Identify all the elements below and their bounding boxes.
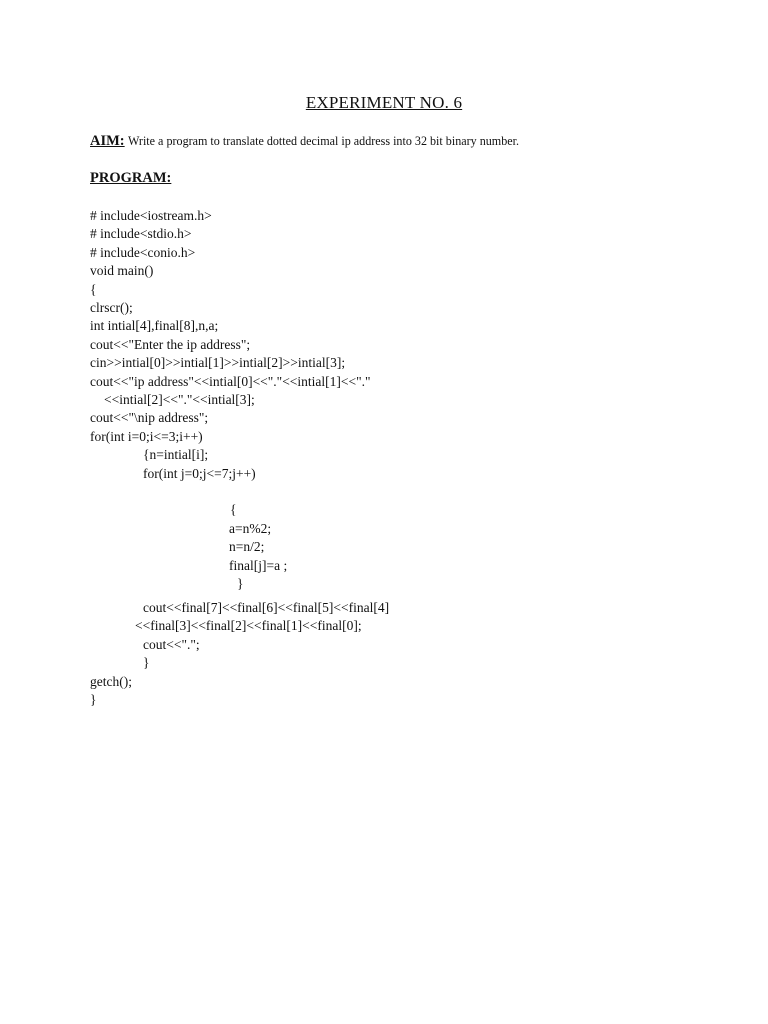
page-title: EXPERIMENT NO. 6 [305,93,463,112]
code-line: cout<<"Enter the ip address"; [90,336,251,352]
code-line: # include<stdio.h> [90,226,192,242]
code-line: { [90,281,97,297]
program-heading: PROGRAM: [90,170,172,186]
code-line: cout<<"\nip address"; [90,410,209,426]
code-line: <<intial[2]<<"."<<intial[3]; [104,392,255,407]
code-line: int intial[4],final[8],n,a; [90,318,219,334]
code-line: cout<<final[7]<<final[6]<<final[5]<<final[4] [143,600,390,615]
code-line: } [237,576,244,591]
code-line: n=n/2; [229,539,265,555]
code-line: {n=intial[i]; [143,447,209,463]
code-line: final[j]=a ; [229,557,288,573]
code-line: cin>>intial[0]>>intial[1]>>intial[2]>>intial[3]; [90,355,346,371]
code-line: { [230,502,237,518]
code-line: for(int j=0;j<=7;j++) [143,465,256,481]
code-line: void main() [90,263,154,279]
code-line: a=n%2; [229,520,272,536]
code-line: # include<conio.h> [90,244,196,260]
code-line: cout<<"."; [143,636,200,652]
code-line: } [143,655,150,671]
aim-label: AIM: [90,133,125,149]
code-line: # include<iostream.h> [90,208,212,223]
aim-statement [90,133,549,150]
code-line: } [90,692,97,707]
code-line: cout<<"ip address"<<intial[0]<<"."<<intial[1]<<"." [90,373,371,389]
code-line: <<final[3]<<final[2]<<final[1]<<final[0]; [135,618,362,634]
aim-text: Write a program to translate dotted decimal ip address into 32 bit binary number. [128,133,520,148]
code-line: for(int i=0;i<=3;i++) [90,428,203,444]
code-line: clrscr(); [90,300,133,315]
code-line: getch(); [90,673,132,689]
